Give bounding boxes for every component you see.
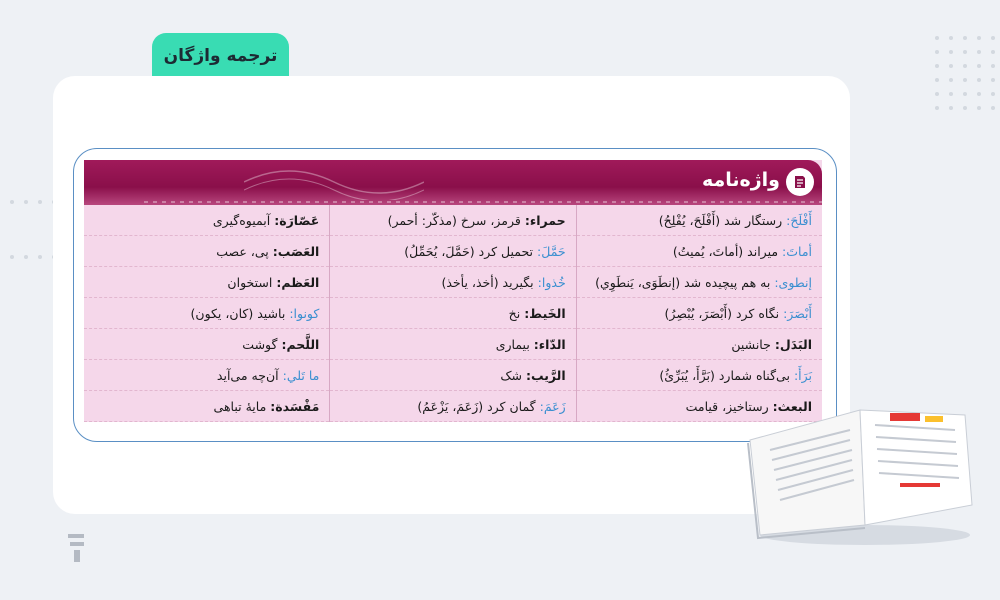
entry-word: اللَّحم: bbox=[281, 336, 320, 352]
entry-definition: تحمیل کرد (حَمَّلَ، يُحَمِّلُ) bbox=[404, 243, 534, 259]
section-tag bbox=[152, 33, 289, 79]
section-tag-label: ترجمه واژگان bbox=[163, 46, 278, 66]
entry-word: أَفْلَحَ: bbox=[786, 212, 812, 228]
entry-definition: نخ bbox=[508, 305, 521, 321]
entry-definition: رستگار شد (أَفْلَحَ، يُفْلِحُ) bbox=[658, 212, 783, 228]
entry-word: عَصّارَة: bbox=[274, 212, 320, 228]
glossary-entry bbox=[84, 329, 329, 360]
decorative-dots-left bbox=[0, 200, 56, 204]
entry-definition: مایهٔ تباهی bbox=[213, 398, 267, 414]
glossary-header bbox=[84, 160, 822, 205]
glossary-entry bbox=[577, 267, 822, 298]
glossary-entry bbox=[330, 298, 575, 329]
entry-definition: نگاه کرد (أَبْصَرَ، يُبْصِرُ) bbox=[664, 305, 780, 321]
entry-definition: به هم پیچیده شد (إنطَوَى، يَنطَوِي) bbox=[595, 274, 771, 290]
entry-definition: استخوان bbox=[227, 274, 273, 290]
glossary-page bbox=[84, 160, 822, 422]
entry-word: العَظم: bbox=[276, 274, 320, 290]
glossary-entry bbox=[330, 236, 575, 267]
glossary-entry bbox=[330, 391, 575, 422]
entry-definition: گوشت bbox=[242, 336, 278, 352]
entry-word: أماتَ: bbox=[782, 243, 812, 259]
entry-word: زَعَمَ: bbox=[539, 398, 566, 414]
glossary-entry bbox=[577, 236, 822, 267]
entry-definition: قرمز، سرخ (مذكّر: أحمر) bbox=[387, 212, 521, 228]
glossary-entry bbox=[84, 298, 329, 329]
entry-word: الدّاء: bbox=[533, 336, 566, 352]
entry-word: حَمَّلَ: bbox=[537, 243, 566, 259]
glossary-column-2 bbox=[329, 205, 575, 422]
glossary-entry bbox=[84, 391, 329, 422]
glossary-column-3 bbox=[84, 205, 329, 422]
glossary-grid bbox=[84, 205, 822, 422]
glossary-entry bbox=[84, 360, 329, 391]
entry-word: مَفْسَدة: bbox=[270, 398, 320, 414]
entry-word: أَبْصَرَ: bbox=[783, 305, 812, 321]
entry-definition: شک bbox=[500, 367, 522, 383]
entry-word: العَصَب: bbox=[272, 243, 320, 259]
decorative-dots-left-lower bbox=[0, 255, 56, 259]
glossary-entry bbox=[84, 267, 329, 298]
book-icon bbox=[786, 168, 814, 196]
entry-word: ما تَلي: bbox=[282, 367, 320, 383]
entry-definition: رستاخیز، قیامت bbox=[685, 398, 769, 414]
entry-definition: بگیرید (أخذ، يأخذ) bbox=[441, 274, 534, 290]
entry-word: خُذوا: bbox=[537, 274, 566, 290]
entry-definition: بیماری bbox=[495, 336, 530, 352]
glossary-entry bbox=[330, 329, 575, 360]
entry-word: البَدَل: bbox=[774, 336, 812, 352]
entry-definition: آن‌چه می‌آید bbox=[216, 367, 279, 383]
entry-word: الرَّيب: bbox=[525, 367, 566, 383]
entry-definition: میراند (أماتَ، يُميتُ) bbox=[672, 243, 779, 259]
glossary-entry bbox=[577, 329, 822, 360]
decorative-dots-right bbox=[935, 36, 995, 110]
glossary-title: واژه‌نامه bbox=[701, 169, 780, 191]
glossary-entry bbox=[330, 205, 575, 236]
glossary-entry bbox=[84, 205, 329, 236]
glossary-entry bbox=[330, 360, 575, 391]
glossary-entry bbox=[577, 298, 822, 329]
entry-word: إنطوى: bbox=[774, 274, 812, 290]
glossary-entry bbox=[330, 267, 575, 298]
open-book-illustration bbox=[740, 385, 980, 550]
entry-word: كونوا: bbox=[289, 305, 320, 321]
glossary-entry bbox=[84, 236, 329, 267]
entry-word: بَرَأَ: bbox=[793, 367, 812, 383]
entry-definition: آبمیوه‌گیری bbox=[212, 212, 271, 228]
entry-definition: باشید (کان، یکون) bbox=[190, 305, 286, 321]
ornament-pattern bbox=[244, 164, 424, 200]
entry-definition: جانشین bbox=[731, 336, 771, 352]
entry-word: حمراء: bbox=[524, 212, 566, 228]
publisher-logo bbox=[58, 528, 98, 578]
glossary-entry bbox=[577, 205, 822, 236]
entry-definition: گمان کرد (زَعَمَ، يَزْعَمُ) bbox=[417, 398, 536, 414]
entry-definition: پی، عصب bbox=[216, 243, 269, 259]
entry-definition: بی‌گناه شمارد (بَرَّأَ، يُبَرِّئُ) bbox=[659, 367, 790, 383]
entry-word: البعث: bbox=[772, 398, 812, 414]
entry-word: الخَيط: bbox=[524, 305, 566, 321]
